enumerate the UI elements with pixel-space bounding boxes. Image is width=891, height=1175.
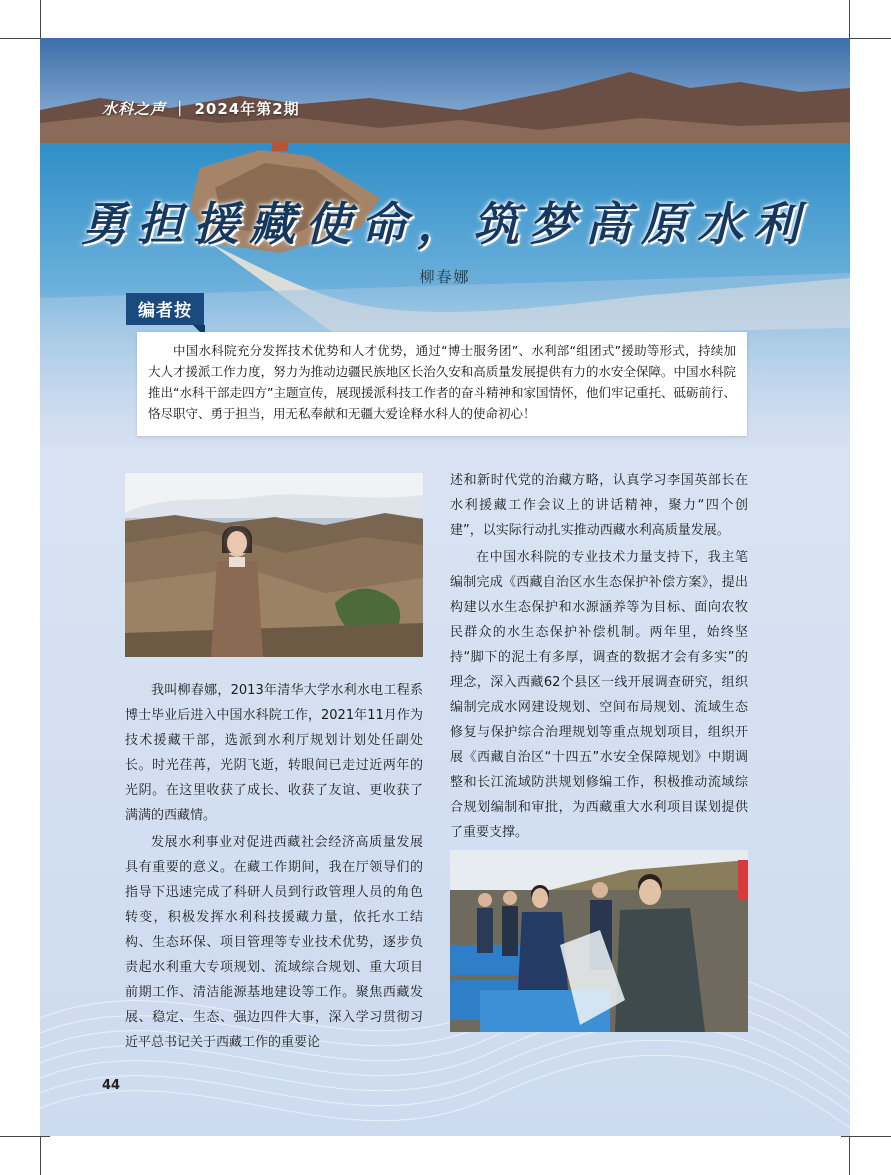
editor-note-label: 编者按 <box>126 293 204 325</box>
editor-note-text: 中国水科院充分发挥技术优势和人才优势，通过“博士服务团”、水利部“组团式”援助等形式，持续加大人才援派工作力度，努力为推动边疆民族地区长治久安和高质量发展提供有力的水安全保障。中国水科院推出“水科干部走四方”主题宣传，展现援派科技工作者的奋斗精神和家国情怀，他们牢记重托、砥砺前行、恪尽职守、勇于担当，用无私奉献和无疆大爱诠释水科人的使命初心！ <box>148 343 736 421</box>
journal-header <box>102 98 300 119</box>
header-divider: ｜ <box>172 100 189 118</box>
magazine-page <box>40 38 850 1136</box>
body-paragraph: 发展水利事业对促进西藏社会经济高质量发展具有重要的意义。在藏工作期间，我在厅领导们的指导下迅速完成了科研人员到行政管理人员的角色转变，积极发挥水利科技援藏力量，依托水工结构、生态环保、项目管理等专业技术优势，逐步负责起水利重大专项规划、流域综合规划、重大项目前期工作、清洁能源基地建设等工作。聚焦西藏发展、稳定、生态、强边四件大事，深入学习贯彻习近平总书记关于西藏工作的重要论 <box>125 835 423 1050</box>
journal-issue: 2024年第2期 <box>194 100 300 118</box>
body-paragraph: 在中国水科院的专业技术力量支持下，我主笔编制完成《西藏自治区水生态保护补偿方案》，提出构建以水生态保护和水源涵养等为目标、面向农牧民群众的水生态保护补偿机制。两年里，始终坚持“脚下的泥土有多厚，调查的数据才会有多实”的理念，深入西藏62个县区一线开展调查研究，组织编制完成水网建设规划、空间布局规划、流域生态修复与保护综合治理规划等重点规划项目，组织开展《西藏自治区“十四五”水安全保障规划》中期调整和长江流域防洪规划修编工作，积极推动流域综合规划编制和审批，为西藏重大水利项目谋划提供了重要支撑。 <box>450 550 748 840</box>
body-paragraph-continued: 述和新时代党的治藏方略，认真学习李国英部长在水利援藏工作会议上的讲话精神，聚力“四个创建”，以实际行动扎实推动西藏水利高质量发展。 <box>450 473 748 538</box>
article-title: 勇担援藏使命，筑梦高原水利 <box>81 197 809 251</box>
article-author: 柳春娜 <box>419 268 471 286</box>
fish-release-image <box>450 850 748 1032</box>
body-paragraph: 我叫柳春娜，2013年清华大学水利水电工程系博士毕业后进入中国水科院工作，2021年11月作为技术援藏干部，选派到水利厅规划计划处任副处长。时光荏苒，光阴飞逝，转眼间已走过近两年的光阴。在这里收获了成长、收获了友谊、更收获了满满的西藏情。 <box>125 683 423 823</box>
crop-mark <box>0 1136 50 1137</box>
body-column-right <box>450 468 748 847</box>
page-number: 44 <box>102 1078 121 1093</box>
editor-note-box <box>137 332 747 436</box>
journal-name: 水科之声 <box>102 100 167 118</box>
mountain-portrait-image <box>125 473 423 657</box>
fish-release-photo <box>450 850 748 1032</box>
crop-mark <box>841 1136 891 1137</box>
body-column-left <box>125 678 423 1057</box>
author-portrait-photo <box>125 473 423 657</box>
